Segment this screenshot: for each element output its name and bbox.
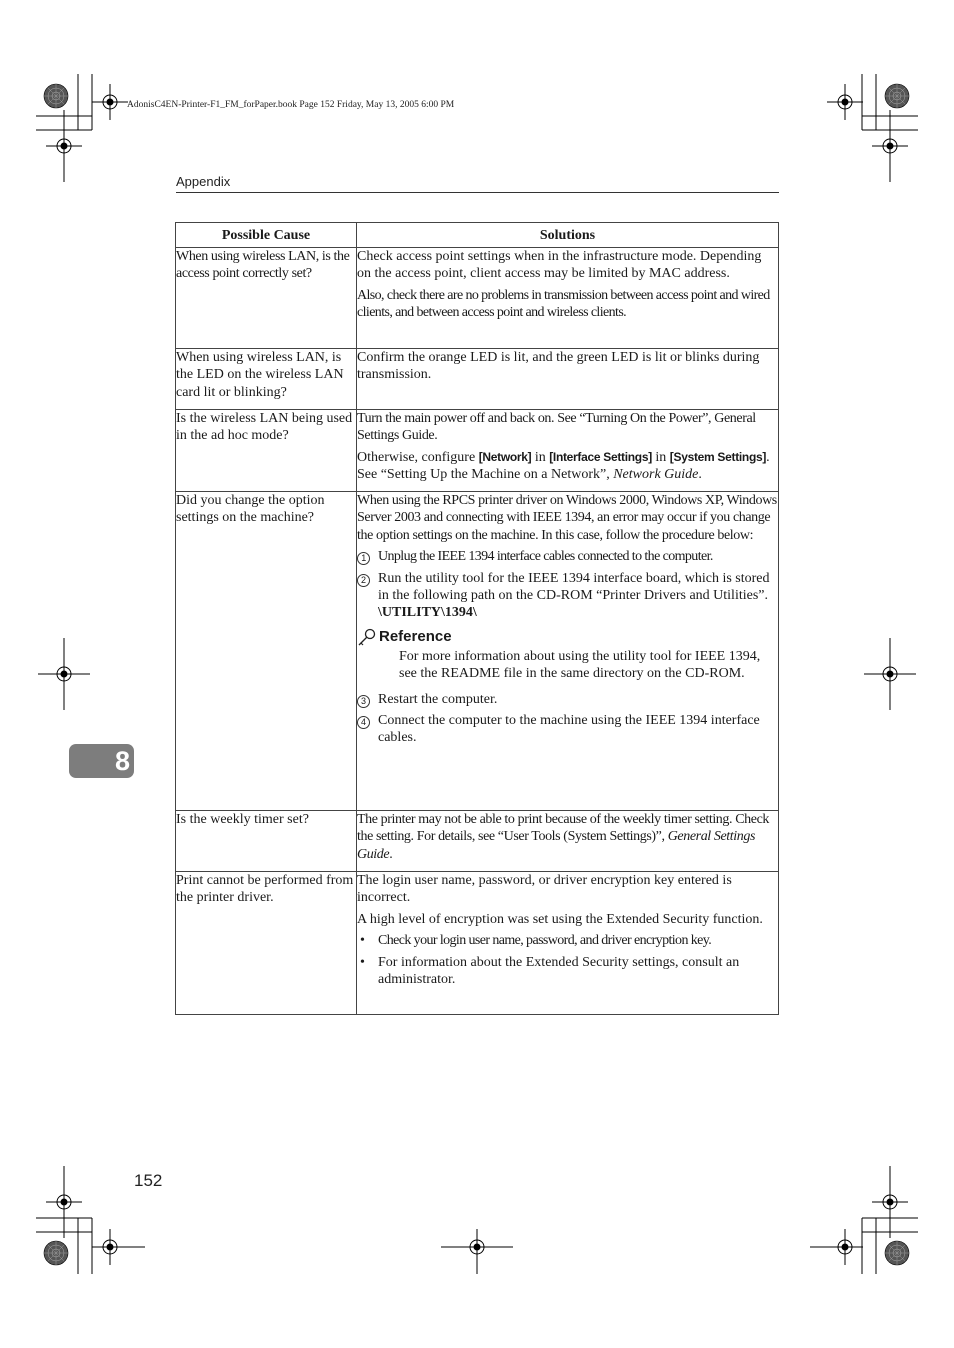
file-path: \UTILITY\1394\	[378, 605, 477, 621]
solution-text: A high level of encryption was set using the Extended Security function.	[357, 911, 763, 927]
registration-target	[827, 84, 863, 120]
solution-text: Confirm the orange LED is lit, and the green LED is lit or blinks during transmission.	[357, 350, 760, 383]
step-text: Run the utility tool for the IEEE 1394 interface board, which is stored in the following path on the CD-ROM “Printer Drivers and Utilities”.	[378, 570, 770, 604]
solution-cell	[357, 248, 779, 349]
table-row	[176, 492, 779, 811]
column-header-cause: Possible Cause	[176, 223, 357, 248]
step-number: 3	[357, 695, 370, 708]
solution-text: Otherwise, configure [Network] in [Interface Settings] in [System Settings]. See “Setting Up the Machine on a Network”, Network Guide.	[357, 449, 770, 483]
solution-cell	[357, 349, 779, 410]
solution-text: The printer may not be able to print because of the weekly timer setting. Check the setting. For details, see “User Tools (System Settings)”, General Settings Guide.	[357, 812, 769, 862]
solution-text: Also, check there are no problems in transmission between access point and wired clients, and between access point and wireless clients.	[357, 287, 770, 321]
step-number: 4	[357, 716, 370, 729]
page-number: 152	[134, 1171, 163, 1190]
solution-cell	[357, 872, 779, 1015]
cause-cell: Is the wireless LAN being used in the ad hoc mode?	[176, 410, 357, 492]
table-row	[176, 248, 779, 349]
key-icon	[357, 628, 377, 646]
registration-target	[92, 84, 128, 120]
solution-cell	[357, 410, 779, 492]
running-head: Appendix	[176, 174, 231, 189]
guide-name: General Settings Guide	[357, 829, 756, 862]
cause-cell: Print cannot be performed from the printer driver.	[176, 872, 357, 1015]
cause-cell: When using wireless LAN, is the LED on the wireless LAN card lit or blinking?	[176, 349, 357, 410]
list-item-text: Check your login user name, password, and driver encryption key.	[378, 933, 712, 949]
cause-cell: When using wireless LAN, is the access point correctly set?	[176, 248, 357, 349]
registration-wheel	[885, 1241, 909, 1265]
table-row	[176, 872, 779, 1015]
procedure-step	[357, 548, 778, 565]
registration-wheel	[44, 1241, 68, 1265]
step-number: 1	[357, 552, 370, 565]
procedure-step	[357, 712, 778, 747]
procedure-step	[357, 570, 778, 687]
guide-name: Network Guide	[613, 467, 699, 483]
registration-wheel	[44, 84, 68, 108]
solution-text: The login user name, password, or driver encryption key entered is incorrect.	[357, 873, 732, 906]
table-row	[176, 410, 779, 492]
reference-heading	[357, 628, 778, 646]
solution-text: When using the RPCS printer driver on Windows 2000, Windows XP, Windows Server 2003 and connecting with IEEE 1394, an error may occur if you change the option settings on the machine. In this case, follow the procedure below:	[357, 493, 777, 543]
list-item	[357, 954, 778, 989]
chapter-tab: 8	[69, 744, 134, 778]
column-header-solutions: Solutions	[357, 223, 779, 248]
step-text: Unplug the IEEE 1394 interface cables connected to the computer.	[378, 549, 713, 565]
solution-cell	[357, 492, 779, 811]
procedure-step	[357, 691, 778, 708]
solution-cell	[357, 811, 779, 872]
solution-text: Turn the main power off and back on. See “Turning On the Power”, General Settings Guide.	[357, 411, 756, 444]
cause-cell: Did you change the option settings on the machine?	[176, 492, 357, 811]
table-row	[176, 349, 779, 410]
list-item	[357, 932, 778, 949]
step-text: Connect the computer to the machine using the IEEE 1394 interface cables.	[378, 713, 760, 746]
bullet-icon: •	[360, 954, 365, 970]
table-row	[176, 811, 779, 872]
ui-key-network: [Network]	[478, 449, 532, 464]
ui-key-system-settings: [System Settings]	[669, 449, 767, 464]
solution-text: Check access point settings when in the infrastructure mode. Depending on the access point, client access may be limited by MAC address.	[357, 249, 762, 282]
list-item-text: For information about the Extended Security settings, consult an administrator.	[378, 954, 740, 988]
cause-cell: Is the weekly timer set?	[176, 811, 357, 872]
step-number: 2	[357, 574, 370, 587]
table-header-row	[176, 223, 779, 248]
header-rule	[176, 192, 779, 193]
bullet-icon: •	[360, 933, 365, 949]
book-info: AdonisC4EN-Printer-F1_FM_forPaper.book Page 152 Friday, May 13, 2005 6:00 PM	[127, 100, 455, 110]
troubleshooting-table	[175, 222, 779, 1015]
ui-key-interface-settings: [Interface Settings]	[549, 449, 652, 464]
reference-title: Reference	[379, 628, 452, 646]
reference-text: For more information about using the utility tool for IEEE 1394, see the README file in the same directory on the CD-ROM.	[399, 648, 761, 682]
step-text: Restart the computer.	[378, 691, 498, 707]
registration-wheel	[885, 84, 909, 108]
